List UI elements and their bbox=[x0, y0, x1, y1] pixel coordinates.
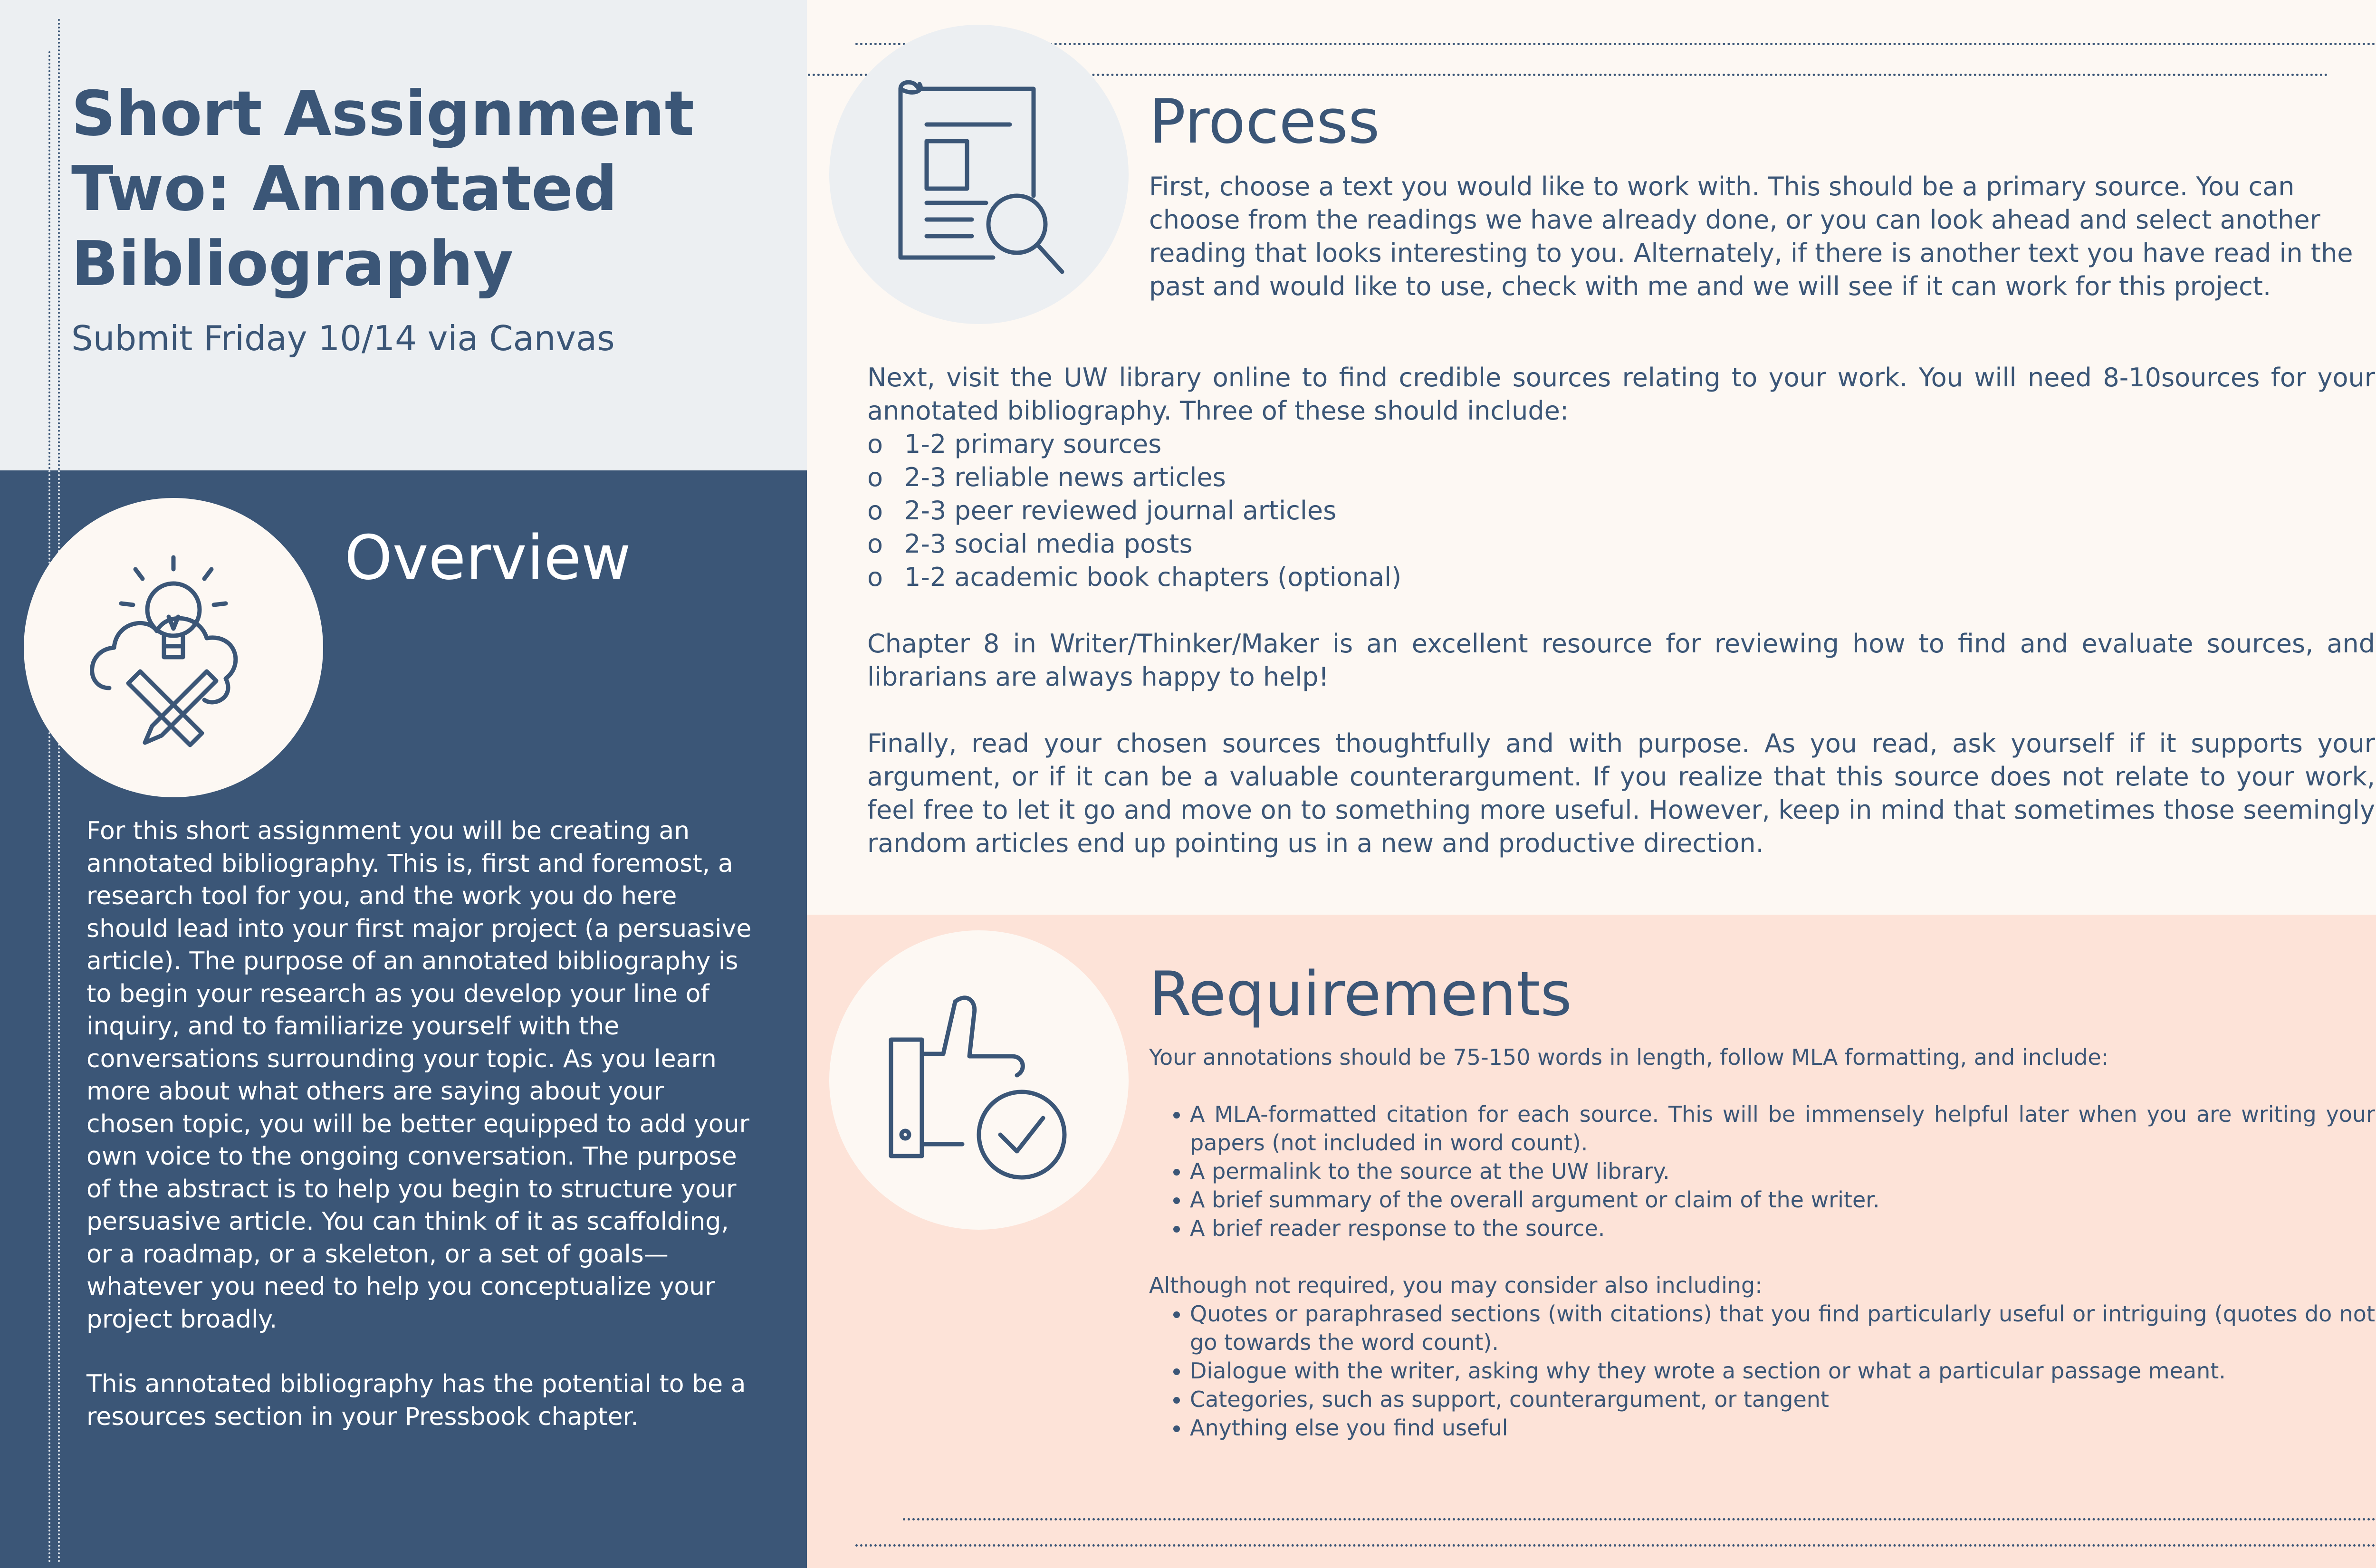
thumbs-up-check-icon bbox=[829, 930, 1129, 1230]
dotted-divider bbox=[58, 19, 60, 470]
requirement-list bbox=[1149, 1100, 2375, 1243]
process-body bbox=[867, 361, 2375, 893]
overview-body bbox=[86, 815, 752, 1465]
requirements-icon-circle bbox=[829, 930, 1129, 1230]
lightbulb-cloud-tools-icon bbox=[24, 498, 323, 797]
list-item: • Dialogue with the writer, asking why they wrote a section or what a particular passage meant. bbox=[1190, 1357, 2375, 1385]
finally-paragraph: Finally, read your chosen sources thoughtfully and with purpose. As you read, ask yourself if it supports your argument, or if it can be a valuable counterargument. If you realize that this source does not relate to your work, feel free to let it go and move on to something more useful. However, keep in mind that sometimes those seemingly random articles end up pointing us in a new and productive direction. bbox=[867, 728, 2375, 858]
list-item: • A permalink to the source at the UW library. bbox=[1190, 1157, 2375, 1186]
list-item: o 1-2 academic book chapters (optional) bbox=[867, 562, 1402, 592]
overview-paragraph: For this short assignment you will be creating an annotated bibliography. This is, first and foremost, a research tool for you, and the work you do here should lead into your first major project (a persuasive article). The purpose of an annotated bibliography is to begin your research as you develop your line of inquiry, and to familiarize yourself with the conversations surrounding your topic. As you learn more about what others are saying about your chosen topic, you will be better equipped to add your own voice to the ongoing conversation. The purpose of the abstract is to help you begin to structure your persuasive article. You can think of it as scaffolding, or a roadmap, or a skeleton, or a set of goals—whatever you need to help you conceptualize your project broadly. bbox=[86, 817, 752, 1334]
requirements-body bbox=[1149, 1043, 2375, 1442]
document-search-icon bbox=[829, 25, 1129, 324]
list-item: • Anything else you find useful bbox=[1190, 1414, 2375, 1442]
requirements-lead: Your annotations should be 75-150 words in length, follow MLA formatting, and include: bbox=[1149, 1044, 2109, 1070]
list-item: • A brief reader response to the source. bbox=[1190, 1214, 2375, 1243]
chapter-note: Chapter 8 in Writer/Thinker/Maker is an excellent resource for reviewing how to find and evaluate sources, and librarians are always happy to help! bbox=[867, 629, 2375, 692]
dotted-divider bbox=[903, 1518, 2376, 1520]
overview-heading: Overview bbox=[345, 523, 631, 593]
list-item: o 1-2 primary sources bbox=[867, 429, 1162, 459]
requirements-heading: Requirements bbox=[1149, 959, 1572, 1030]
optional-lead: Although not required, you may consider also including: bbox=[1149, 1272, 1763, 1298]
process-icon-circle bbox=[829, 25, 1129, 324]
list-item: • Categories, such as support, counterargument, or tangent bbox=[1190, 1385, 2375, 1414]
source-list bbox=[867, 428, 2375, 594]
sources-lead: Next, visit the UW library online to find credible sources relating to your work. You will need 8-10sources for your annotated bibliography. Three of these should include: bbox=[867, 363, 2375, 426]
list-item: • Quotes or paraphrased sections (with citations) that you find particularly useful or intriguing (quotes do not go towards the word count). bbox=[1190, 1300, 2375, 1357]
dotted-divider bbox=[855, 1544, 2376, 1547]
page-title: Short Assignment Two: Annotated Bibliography bbox=[71, 77, 694, 300]
list-item: o 2-3 reliable news articles bbox=[867, 462, 1226, 492]
list-item: • A brief summary of the overall argument or claim of the writer. bbox=[1190, 1186, 2375, 1214]
process-heading: Process bbox=[1149, 86, 1380, 157]
list-item: • A MLA-formatted citation for each source. This will be immensely helpful later when you are writing your papers (not included in word count). bbox=[1190, 1100, 2375, 1157]
overview-paragraph: This annotated bibliography has the potential to be a resources section in your Pressbook chapter. bbox=[86, 1370, 746, 1431]
submission-date: Submit Friday 10/14 via Canvas bbox=[71, 318, 615, 358]
list-item: o 2-3 peer reviewed journal articles bbox=[867, 496, 1337, 526]
dotted-divider bbox=[48, 51, 50, 469]
list-item: o 2-3 social media posts bbox=[867, 529, 1193, 559]
optional-list bbox=[1149, 1300, 2375, 1442]
overview-icon-circle bbox=[24, 498, 323, 797]
process-intro: First, choose a text you would like to work with. This should be a primary source. You can choose from the readings we have already done, or you can look ahead and select another reading that looks interesting to you. Alternately, if there is another text you have read in the past and would like to use, check with me and we will see if it can work for this project. bbox=[1149, 172, 2353, 301]
